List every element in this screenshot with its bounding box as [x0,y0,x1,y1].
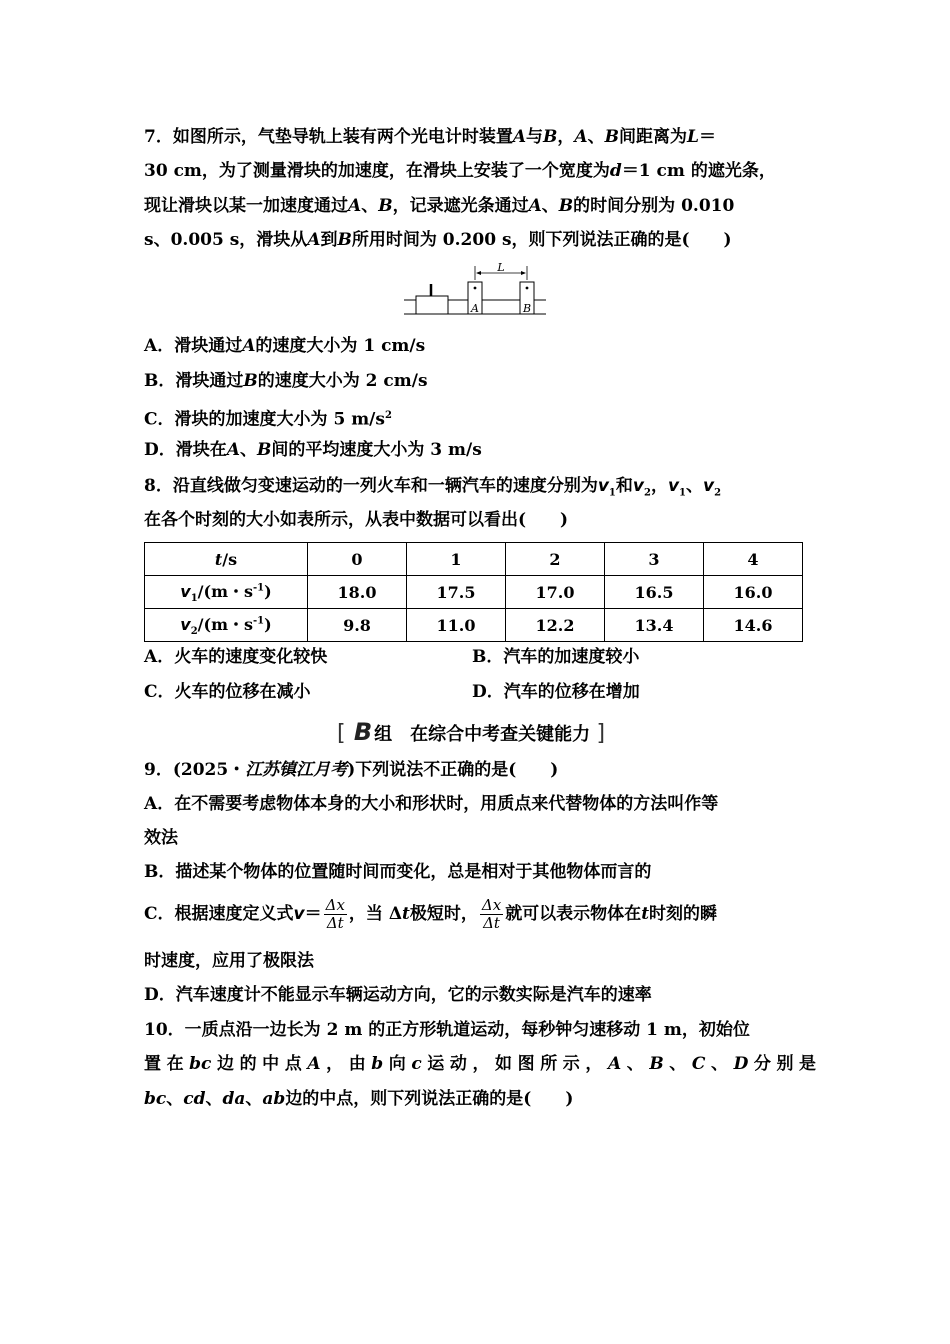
q9-option-c-line-2: 时速度，应用了极限法 [144,951,314,971]
section-b-icon: B [353,718,373,746]
label-L: L [497,261,505,274]
fraction-dx-dt: $\frac{\Delta x}{\Delta t}$ [325,896,345,932]
table-cell: 18.0 [308,576,407,609]
table-cell: 2 [506,543,605,576]
q7-line-4: s、0.005 s，滑块从A到B所用时间为 0.200 s，则下列说法正确的是( ) [144,230,732,250]
table-cell: 4 [704,543,803,576]
speed-table [144,542,803,642]
fraction-dx-dt: $\frac{\Delta x}{\Delta t}$ [481,896,502,932]
table-row-time [145,543,803,576]
air-track-figure [400,260,550,320]
table-cell: 17.5 [407,576,506,609]
table-row-v1 [145,576,803,609]
q8-option-d: D．汽车的位移在增加 [472,682,640,702]
q7-option-d: D．滑块在A、B间的平均速度大小为 3 m/s [144,440,482,460]
q7-line-1: 7．如图所示，气垫导轨上装有两个光电计时装置A与B，A、B间距离为L＝ [144,127,716,147]
q9-option-c-line-1: C．根据速度定义式v＝ $\frac{\Delta x}{\Delta t}$ ，当 Δt极短时， $\frac{\Delta x}{\Delta t}$ 就可以表示物体在t时刻的瞬 [144,896,718,932]
table-header-v1: $v_1/(m$・$s^{-1}$) [145,576,308,609]
table-cell: 17.0 [506,576,605,609]
label-B: B [522,302,532,315]
table-cell: 9.8 [308,609,407,642]
table-cell: 13.4 [605,609,704,642]
q9-option-a-line-2: 效法 [144,828,178,848]
q7-option-b: B．滑块通过B的速度大小为 2 cm/s [144,371,428,391]
table-cell: 14.6 [704,609,803,642]
table-header-t: t/s [145,543,308,576]
slider-block [416,296,448,314]
q7-line-3: 现让滑块以某一加速度通过A、B，记录遮光条通过A、B的时间分别为 0.010 [144,196,735,216]
q8-option-b: B．汽车的加速度较小 [472,647,640,667]
table-cell: 1 [407,543,506,576]
photogate-a-dot [474,287,477,290]
q7-line-2: 30 cm，为了测量滑块的加速度，在滑块上安装了一个宽度为d＝1 cm 的遮光条， [144,161,776,181]
q9-line-1: 9．(2025・江苏镇江月考)下列说法不正确的是( ) [144,760,559,780]
section-heading-b: [ B 组 在综合中考查关键能力 ] [337,718,606,746]
q8-option-c: C．火车的位移在减小 [144,682,311,702]
table-cell: 16.5 [605,576,704,609]
q10-line-1: 10．一质点沿一边长为 2 m 的正方形轨道运动，每秒钟匀速移动 1 m，初始位 [144,1020,750,1040]
table-header-v2: $v_2/(m$・$s^{-1}$) [145,609,308,642]
dimension-arrow-right [521,271,526,275]
q10-line-2: 置在bc边的中点A，由b向c运动，如图所示，A、B、C、D分别是 [144,1054,817,1074]
q7-option-a: A．滑块通过A的速度大小为 1 cm/s [144,336,426,356]
q9-option-d: D．汽车速度计不能显示车辆运动方向，它的示数实际是汽车的速率 [144,985,652,1005]
table-cell: 11.0 [407,609,506,642]
q9-option-a-line-1: A．在不需要考虑物体本身的大小和形状时，用质点来代替物体的方法叫作等 [144,794,719,814]
q7-option-c: C．滑块的加速度大小为 5 $m/s^2$ [144,409,392,430]
q8-line-2: 在各个时刻的大小如表所示，从表中数据可以看出( ) [144,510,569,530]
q10-line-3: bc、cd、da、ab边的中点，则下列说法正确的是( ) [144,1089,574,1109]
table-cell: 16.0 [704,576,803,609]
q8-line-1: 8．沿直线做匀变速运动的一列火车和一辆汽车的速度分别为$v_1$和$v_2$，$v_1$、$v_2$ [144,476,722,499]
photogate-b-dot [526,287,529,290]
dimension-arrow-left [476,271,481,275]
table-cell: 12.2 [506,609,605,642]
q8-option-a: A．火车的速度变化较快 [144,647,328,667]
label-A: A [471,302,479,315]
q9-option-b: B．描述某个物体的位置随时间而变化，总是相对于其他物体而言的 [144,862,652,882]
table-cell: 3 [605,543,704,576]
table-row-v2 [145,609,803,642]
table-cell: 0 [308,543,407,576]
